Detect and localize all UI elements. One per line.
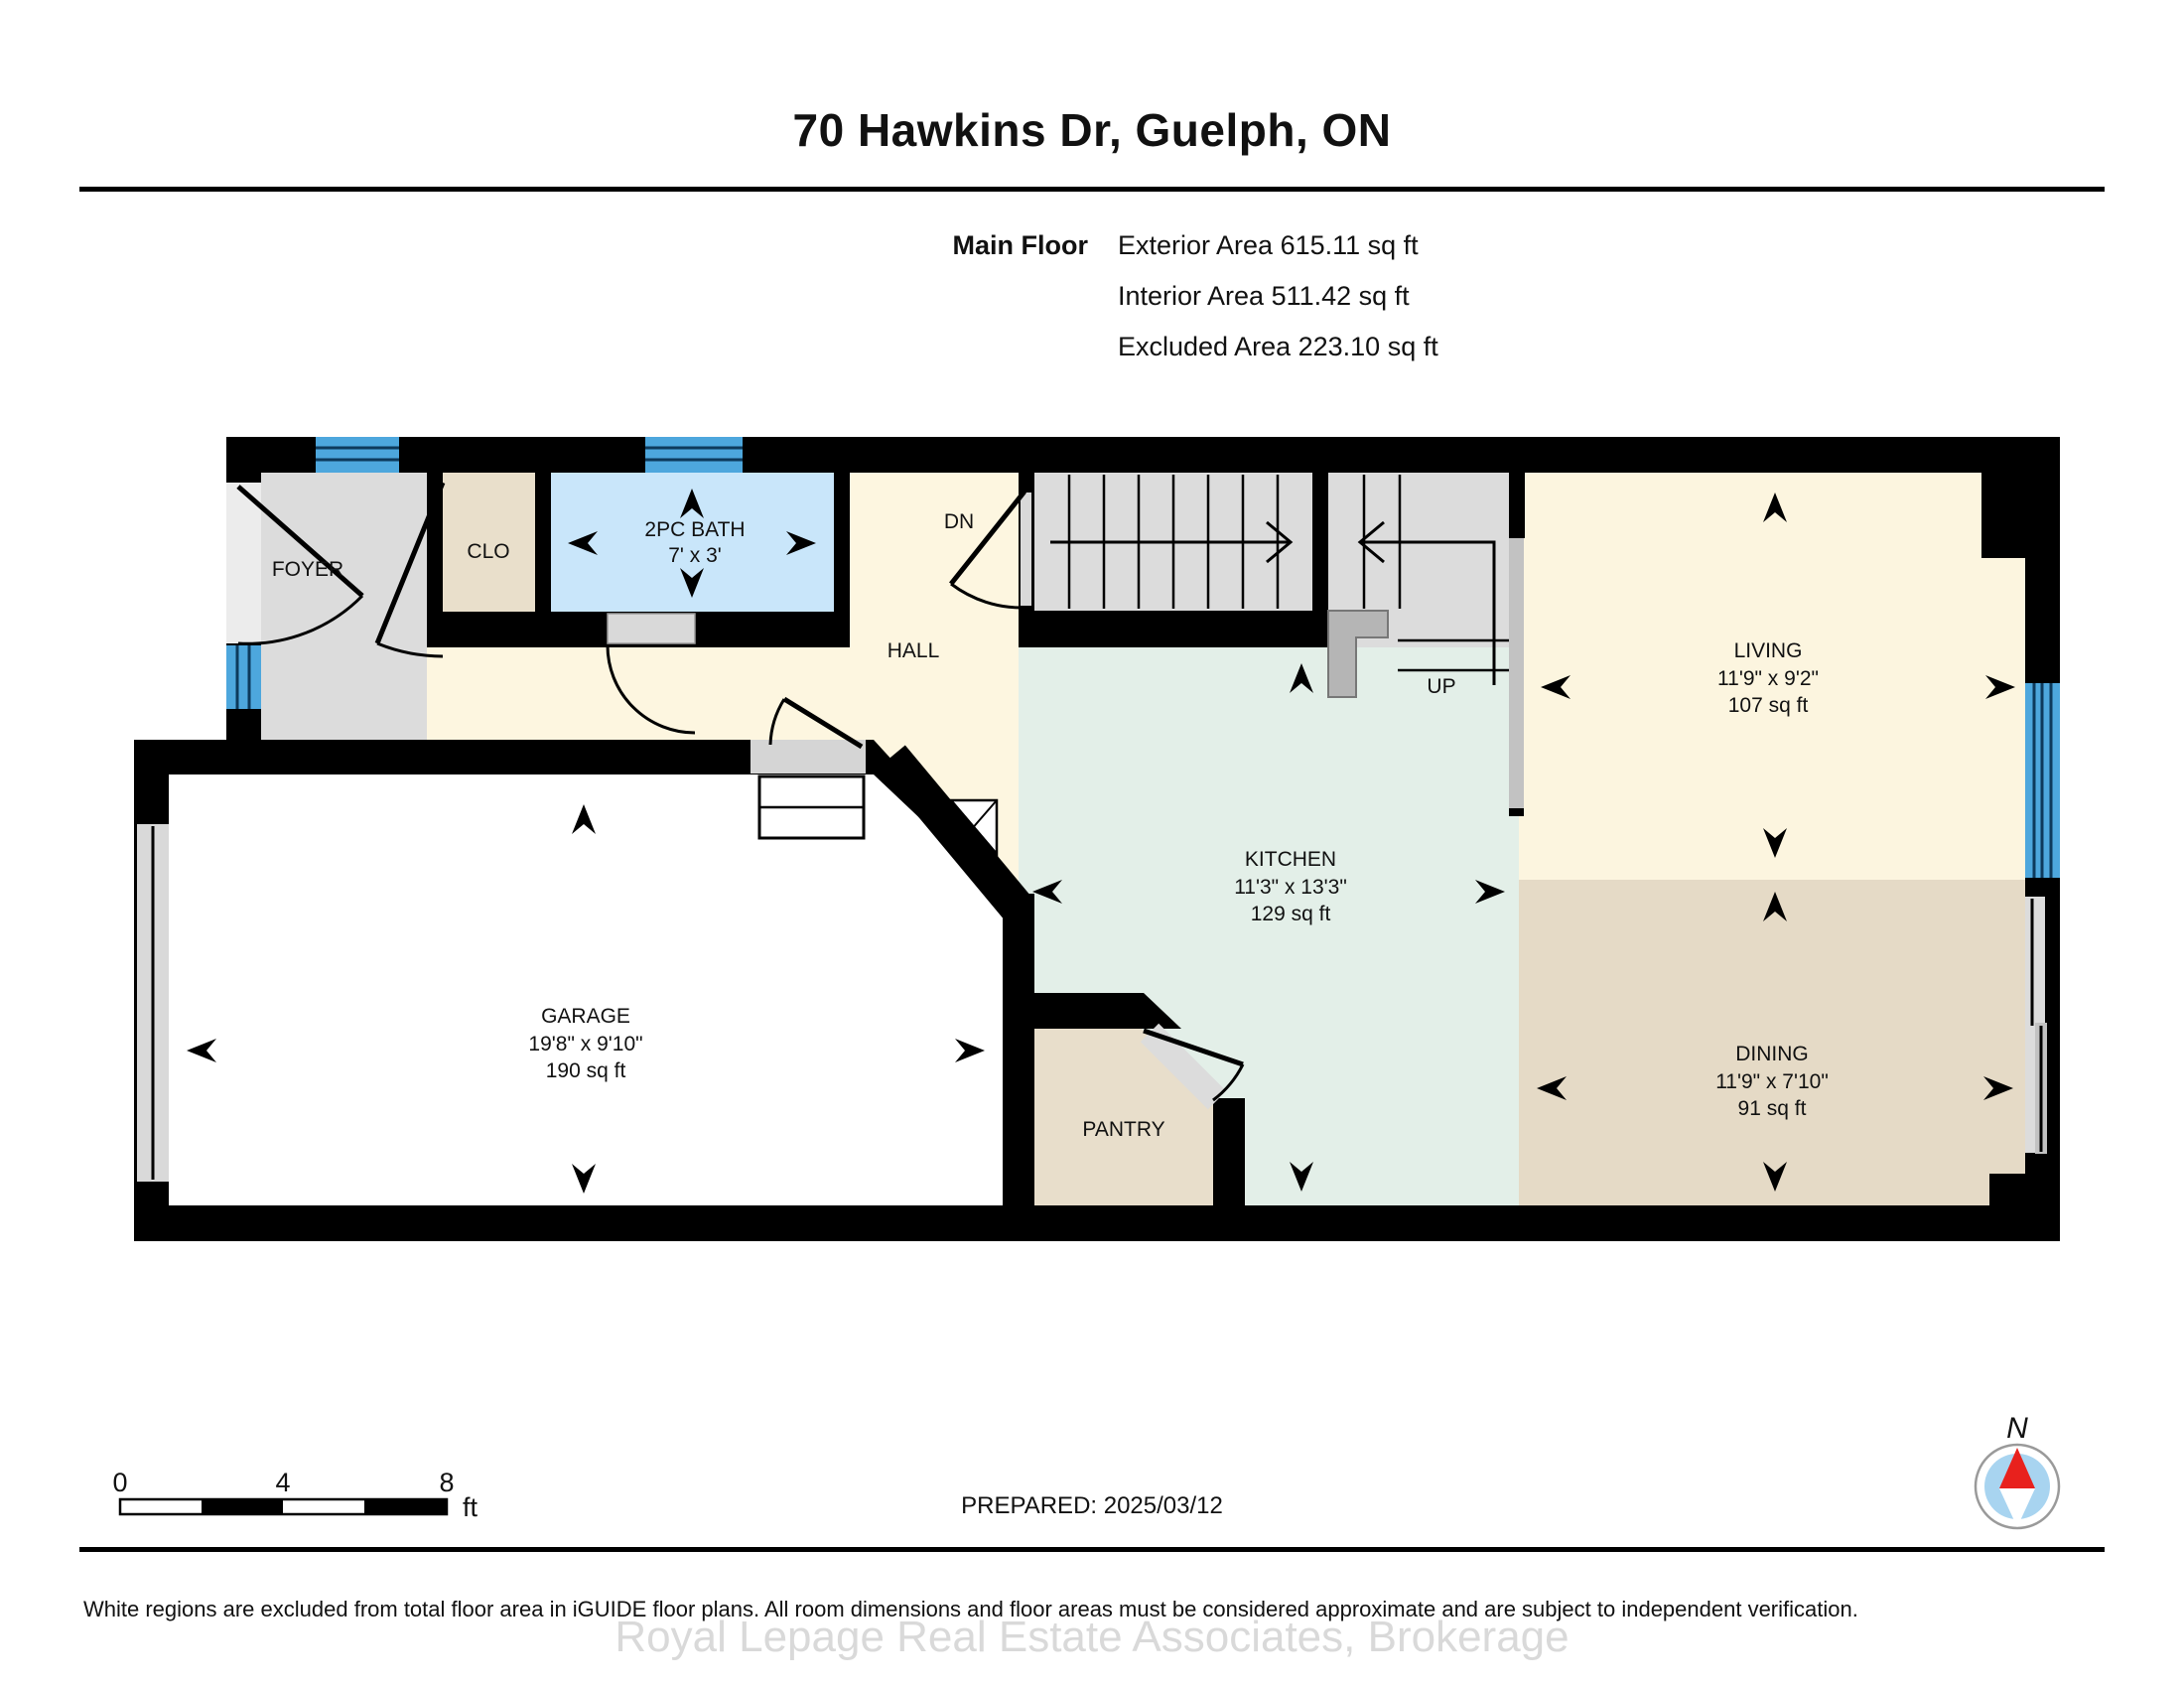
window-bath-top <box>645 437 743 473</box>
kitchen-area: 129 sq ft <box>1250 903 1331 925</box>
living-area: 107 sq ft <box>1727 694 1809 717</box>
scale-bar <box>112 1468 478 1522</box>
room-foyer <box>261 473 427 740</box>
window-foyer-side <box>226 645 261 709</box>
entry-opening <box>226 483 261 643</box>
scale-unit: ft <box>463 1492 478 1522</box>
dining-label: DINING <box>1735 1043 1809 1065</box>
foyer-label: FOYER <box>271 558 344 581</box>
compass <box>1976 1412 2059 1528</box>
living-dims: 11'9" x 9'2" <box>1717 667 1819 690</box>
garage-dims: 19'8" x 9'10" <box>528 1033 643 1055</box>
compass-north-label: N <box>2006 1412 2028 1445</box>
interior-area: Interior Area 511.42 sq ft <box>1118 281 1410 311</box>
garage-label: GARAGE <box>541 1005 630 1028</box>
hall-label: HALL <box>887 639 940 662</box>
kitchen-dims: 11'3" x 13'3" <box>1234 876 1347 899</box>
living-label: LIVING <box>1733 639 1803 662</box>
garage-step <box>751 740 866 774</box>
closet-label: CLO <box>467 540 510 563</box>
room-garage <box>169 774 1003 1205</box>
garage-area: 190 sq ft <box>545 1059 626 1082</box>
page-title: 70 Hawkins Dr, Guelph, ON <box>792 104 1392 156</box>
stairs-up-label: UP <box>1427 675 1456 698</box>
stairs-down-label: DN <box>943 510 975 533</box>
footer-divider <box>79 1547 2105 1552</box>
bath-label: 2PC BATH <box>644 518 746 541</box>
disclaimer-text: White regions are excluded from total floor area in iGUIDE floor plans. All room dimensions and floor areas must be considered approximate and are subject to independent verification. <box>83 1597 1858 1621</box>
exterior-area: Exterior Area 615.11 sq ft <box>1118 230 1419 260</box>
scale-tick-0: 0 <box>112 1468 128 1497</box>
prepared-date: PREPARED: 2025/03/12 <box>961 1492 1223 1519</box>
excluded-area: Excluded Area 223.10 sq ft <box>1118 332 1438 361</box>
room-hall-a <box>850 473 1019 647</box>
window-foyer-top <box>316 437 399 473</box>
stairs-down-door-panel <box>1021 492 1031 606</box>
area-summary <box>1118 220 1438 372</box>
header-divider <box>79 187 2105 192</box>
dining-dims: 11'9" x 7'10" <box>1715 1070 1829 1093</box>
kitchen-label: KITCHEN <box>1244 848 1337 871</box>
floor-label: Main Floor <box>952 230 1088 260</box>
stair-railing <box>1509 538 1524 808</box>
bath-dims: 7' x 3' <box>668 544 722 567</box>
scale-tick-4: 4 <box>275 1468 291 1497</box>
scale-tick-8: 8 <box>439 1468 455 1497</box>
bath-door-leaf <box>608 614 695 643</box>
brokerage-watermark: Royal Lepage Real Estate Associates, Brokerage <box>614 1613 1570 1661</box>
dining-area: 91 sq ft <box>1737 1097 1807 1120</box>
pantry-label: PANTRY <box>1082 1118 1165 1141</box>
